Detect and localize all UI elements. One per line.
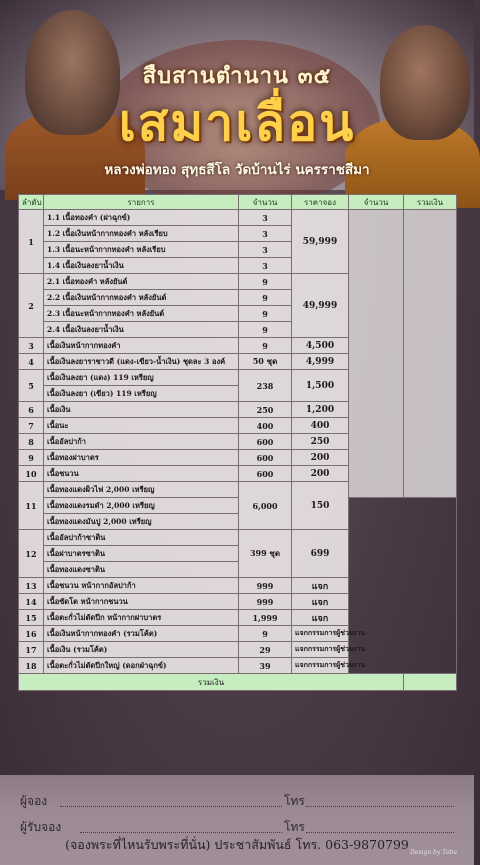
row-quantity: 3 — [239, 210, 292, 226]
row-index: 10 — [19, 466, 44, 482]
row-item: เนื้ออัลปาก้า — [44, 434, 239, 450]
row-price: 400 — [292, 418, 349, 434]
row-index: 11 — [19, 482, 44, 530]
row-quantity: 9 — [239, 322, 292, 338]
row-item-text: เนื้อเงินลงยาราชาวดี (แดง-เขียว-น้ำเงิน) — [47, 356, 181, 366]
table-row — [19, 594, 457, 610]
row-index: 14 — [19, 594, 44, 610]
orderer-tel-label: โทร — [284, 794, 305, 808]
row-index: 17 — [19, 642, 44, 658]
order-quantity-column[interactable] — [349, 210, 404, 498]
row-item: 2.2 เนื้อเงินหน้ากากทองคำ หลังยันต์ — [44, 290, 239, 306]
row-quantity: 1,999 — [239, 610, 292, 626]
table-row — [19, 610, 457, 626]
header-banner — [0, 0, 474, 190]
total-column[interactable] — [404, 210, 457, 498]
row-index: 7 — [19, 418, 44, 434]
row-price: 200 — [292, 466, 349, 482]
table-row — [19, 530, 457, 546]
table-row — [19, 546, 457, 562]
row-item: 2.1 เนื้อทองคำ หลังยันต์ — [44, 274, 239, 290]
total-label: รวมเงิน — [19, 674, 404, 691]
table-row — [19, 210, 457, 226]
row-item: เนื้อเงิน — [44, 402, 239, 418]
row-item: เนื้อฝาบาตรซาติน — [44, 546, 239, 562]
row-index: 18 — [19, 658, 44, 674]
row-item: เนื้อเงินลงยา (แดง) 119 เหรียญ — [44, 370, 239, 386]
row-item-note: ชุดละ 3 องค์ — [182, 356, 226, 366]
row-item: เนื้อทองฝาบาตร — [44, 450, 239, 466]
row-quantity: 999 — [239, 594, 292, 610]
footer-note: (จองพระที่ไหนรับพระที่นั่น) ประชาสัมพันธ์ โทร. 063-9870799 — [65, 837, 409, 852]
header-order-quantity: จำนวน — [349, 195, 404, 210]
row-quantity: 400 — [239, 418, 292, 434]
row-index: 9 — [19, 450, 44, 466]
row-item: 2.4 เนื้อเงินลงยาน้ำเงิน — [44, 322, 239, 338]
table-row — [19, 514, 457, 530]
receiver-label: ผู้รับจอง — [20, 820, 62, 834]
row-quantity: 9 — [239, 338, 292, 354]
row-quantity: 29 — [239, 642, 292, 658]
row-quantity: 3 — [239, 226, 292, 242]
row-quantity: 9 — [239, 274, 292, 290]
order-table — [18, 194, 457, 691]
receiver-name-field[interactable] — [80, 831, 282, 833]
row-index: 13 — [19, 578, 44, 594]
row-price: 699 — [292, 530, 349, 578]
row-item: เนื้อทองแดงมันปู 2,000 เหรียญ — [44, 514, 239, 530]
table-row — [19, 562, 457, 578]
total-row — [19, 674, 457, 691]
row-item: เนื้ออัลปาก้าซาติน — [44, 530, 239, 546]
row-item: เนื้อชนวน — [44, 466, 239, 482]
row-price: แจก — [292, 578, 349, 594]
row-item: 1.1 เนื้อทองคำ (ฝาฉุกข์) — [44, 210, 239, 226]
header-subtitle-bottom: หลวงพ่อทอง สุทฺธสีโล วัดบ้านไร่ นครราชสีมา — [104, 162, 370, 178]
row-item: เนื้อตะกั่วไม่ตัดปีกใหญ่ (ดอกฝ่าฉุกข์) — [44, 658, 239, 674]
table-row — [19, 578, 457, 594]
table-header-row — [19, 195, 457, 210]
row-index: 8 — [19, 434, 44, 450]
row-index: 1 — [19, 210, 44, 274]
designer-signature: Design by Tabu — [410, 849, 457, 856]
table-row — [19, 642, 457, 658]
header-price: ราคาจอง — [292, 195, 349, 210]
receiver-tel-label: โทร — [284, 820, 305, 834]
row-quantity: 238 — [239, 370, 292, 402]
row-index: 2 — [19, 274, 44, 338]
row-price: แจกกรรมการผู้ช่วยงาน — [292, 626, 349, 642]
row-item: เนื้อทองแดงผิวไฟ 2,000 เหรียญ — [44, 482, 239, 498]
header-total: รวมเงิน — [404, 195, 457, 210]
row-item: เนื้อเงินลงยา (เขียว) 119 เหรียญ — [44, 386, 239, 402]
orderer-name-field[interactable] — [60, 805, 282, 807]
row-price: 200 — [292, 450, 349, 466]
row-price: 59,999 — [292, 210, 349, 274]
row-quantity: 600 — [239, 466, 292, 482]
row-index: 5 — [19, 370, 44, 402]
page-title: เสมาเลื่อน — [118, 93, 356, 152]
row-index: 3 — [19, 338, 44, 354]
row-item: 1.4 เนื้อเงินลงยาน้ำเงิน — [44, 258, 239, 274]
row-item: เนื้อเงินหน้ากากทองคำ — [44, 338, 239, 354]
row-price: แจกกรรมการผู้ช่วยงาน — [292, 658, 349, 674]
row-price: 4,500 — [292, 338, 349, 354]
row-quantity: 9 — [239, 626, 292, 642]
header-item: รายการ — [44, 195, 239, 210]
row-price: 1,500 — [292, 370, 349, 402]
total-value-cell[interactable] — [404, 674, 457, 691]
row-price: แจกกรรมการผู้ช่วยงาน — [292, 642, 349, 658]
row-quantity: 39 — [239, 658, 292, 674]
row-item: เนื้อซัดโต หน้ากากชนวน — [44, 594, 239, 610]
row-price: แจก — [292, 594, 349, 610]
row-item: เนื้อนะ — [44, 418, 239, 434]
row-quantity: 399 ชุด — [239, 530, 292, 578]
row-price: 49,999 — [292, 274, 349, 338]
row-index: 16 — [19, 626, 44, 642]
row-quantity: 600 — [239, 450, 292, 466]
header-index: ลำดับ — [19, 195, 44, 210]
row-index: 6 — [19, 402, 44, 418]
row-quantity: 3 — [239, 242, 292, 258]
row-item — [44, 354, 239, 370]
row-quantity: 250 — [239, 402, 292, 418]
row-item: เนื้อทองแดงรมดำ 2,000 เหรียญ — [44, 498, 239, 514]
row-quantity: 600 — [239, 434, 292, 450]
header-subtitle-top: สืบสานตำนาน ๓๕ — [142, 63, 332, 89]
row-item: 1.2 เนื้อเงินหน้ากากทองคำ หลังเรียบ — [44, 226, 239, 242]
row-quantity: 9 — [239, 306, 292, 322]
row-price: 4,999 — [292, 354, 349, 370]
table-row — [19, 498, 457, 514]
header-quantity: จำนวน — [239, 195, 292, 210]
row-quantity: 9 — [239, 290, 292, 306]
receiver-tel-field[interactable] — [306, 831, 454, 833]
orderer-tel-field[interactable] — [306, 805, 454, 807]
row-quantity: 50 ชุด — [239, 354, 292, 370]
row-item: เนื้อเงิน (รวมโค้ต) — [44, 642, 239, 658]
row-price: 250 — [292, 434, 349, 450]
orderer-label: ผู้จอง — [20, 794, 48, 808]
row-price: 1,200 — [292, 402, 349, 418]
row-item: เนื้อเงินหน้ากากทองคำ (รวมโค้ต) — [44, 626, 239, 642]
row-quantity: 3 — [239, 258, 292, 274]
row-item: เนื้อทองแดงซาติน — [44, 562, 239, 578]
row-quantity: 6,000 — [239, 482, 292, 530]
row-item: เนื้อชนวน หน้ากากอัลปาก้า — [44, 578, 239, 594]
table-row — [19, 658, 457, 674]
row-index: 12 — [19, 530, 44, 578]
row-price: 150 — [292, 482, 349, 530]
row-item: 2.3 เนื้อนะหน้ากากทองคำ หลังยันต์ — [44, 306, 239, 322]
row-index: 15 — [19, 610, 44, 626]
row-quantity: 999 — [239, 578, 292, 594]
row-item: 1.3 เนื้อนะหน้ากากทองคำ หลังเรียบ — [44, 242, 239, 258]
row-item: เนื้อตะกั่วไม่ตัดปีก หน้ากากฝาบาตร — [44, 610, 239, 626]
table-row — [19, 626, 457, 642]
row-index: 4 — [19, 354, 44, 370]
row-price: แจก — [292, 610, 349, 626]
